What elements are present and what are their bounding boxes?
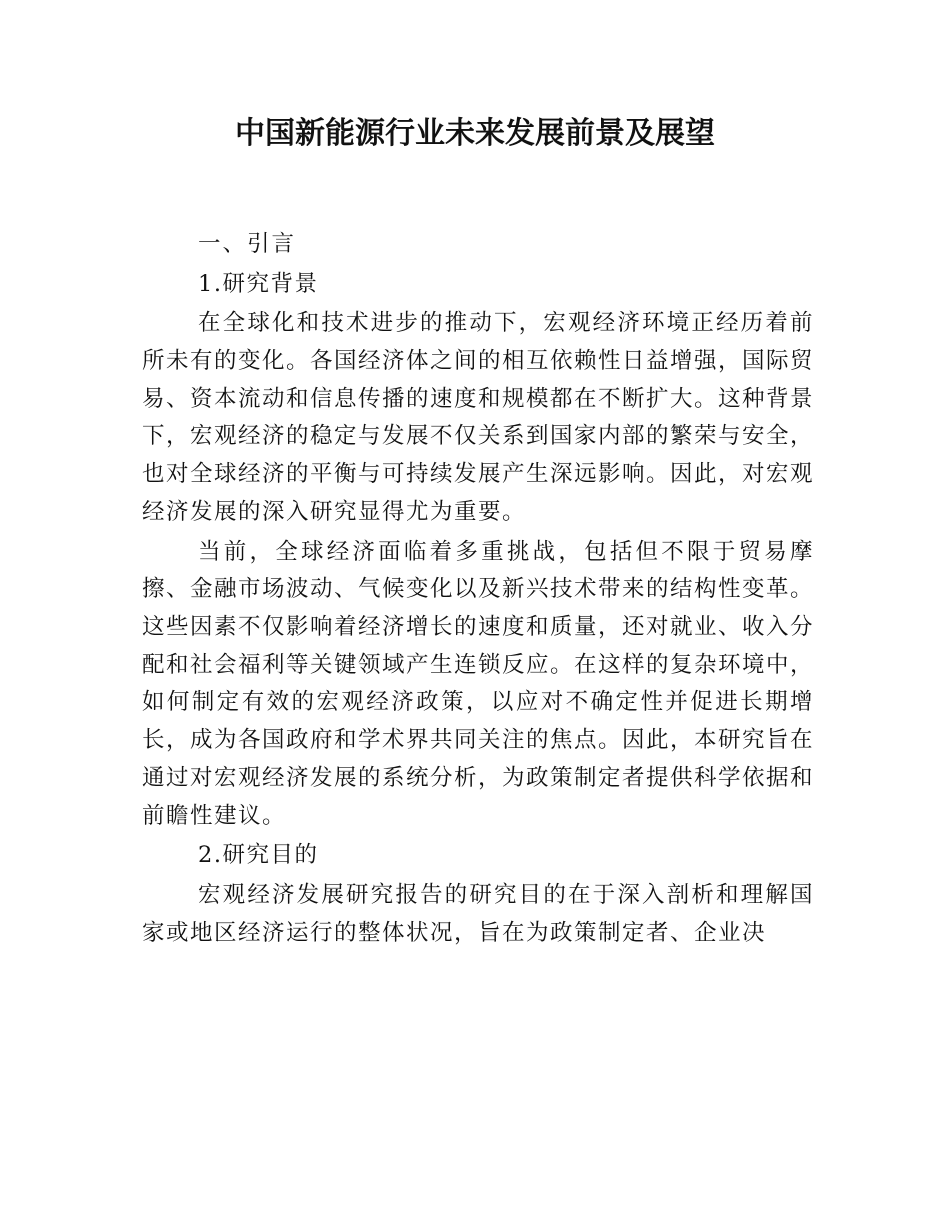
subsection-heading-purpose: 2.研究目的 bbox=[198, 842, 319, 869]
document-title: 中国新能源行业未来发展前景及展望 bbox=[235, 116, 715, 151]
paragraph-background-2: 当前，全球经济面临着多重挑战，包括但不限于贸易摩擦、金融市场波动、气候变化以及新兴技术带来的结构性变革。这些因素不仅影响着经济增长的速度和质量，还对就业、收入分配和社会福利等关键领域产生连锁反应。在这样的复杂环境中，如何制定有效的宏观经济政策，以应对不确定性并促进长期增长，成为各国政府和学术界共同关注的焦点。因此，本研究旨在通过对宏观经济发展的系统分析，为政策制定者提供科学依据和前瞻性建议。 bbox=[142, 538, 815, 829]
document-body bbox=[142, 226, 814, 952]
subsection-heading-background: 1.研究背景 bbox=[198, 270, 319, 297]
section-heading-introduction: 一、引言 bbox=[198, 231, 297, 257]
paragraph-background-1: 在全球化和技术进步的推动下，宏观经济环境正经历着前所未有的变化。各国经济体之间的相互依赖性日益增强，国际贸易、资本流动和信息传播的速度和规模都在不断扩大。这种背景下，宏观经济的稳定与发展不仅关系到国家内部的繁荣与安全，也对全球经济的平衡与可持续发展产生深远影响。因此，对宏观经济发展的深入研究显得尤为重要。 bbox=[142, 310, 815, 525]
paragraph-purpose-1: 宏观经济发展研究报告的研究目的在于深入剖析和理解国家或地区经济运行的整体状况，旨在为政策制定者、企业决 bbox=[142, 881, 814, 946]
